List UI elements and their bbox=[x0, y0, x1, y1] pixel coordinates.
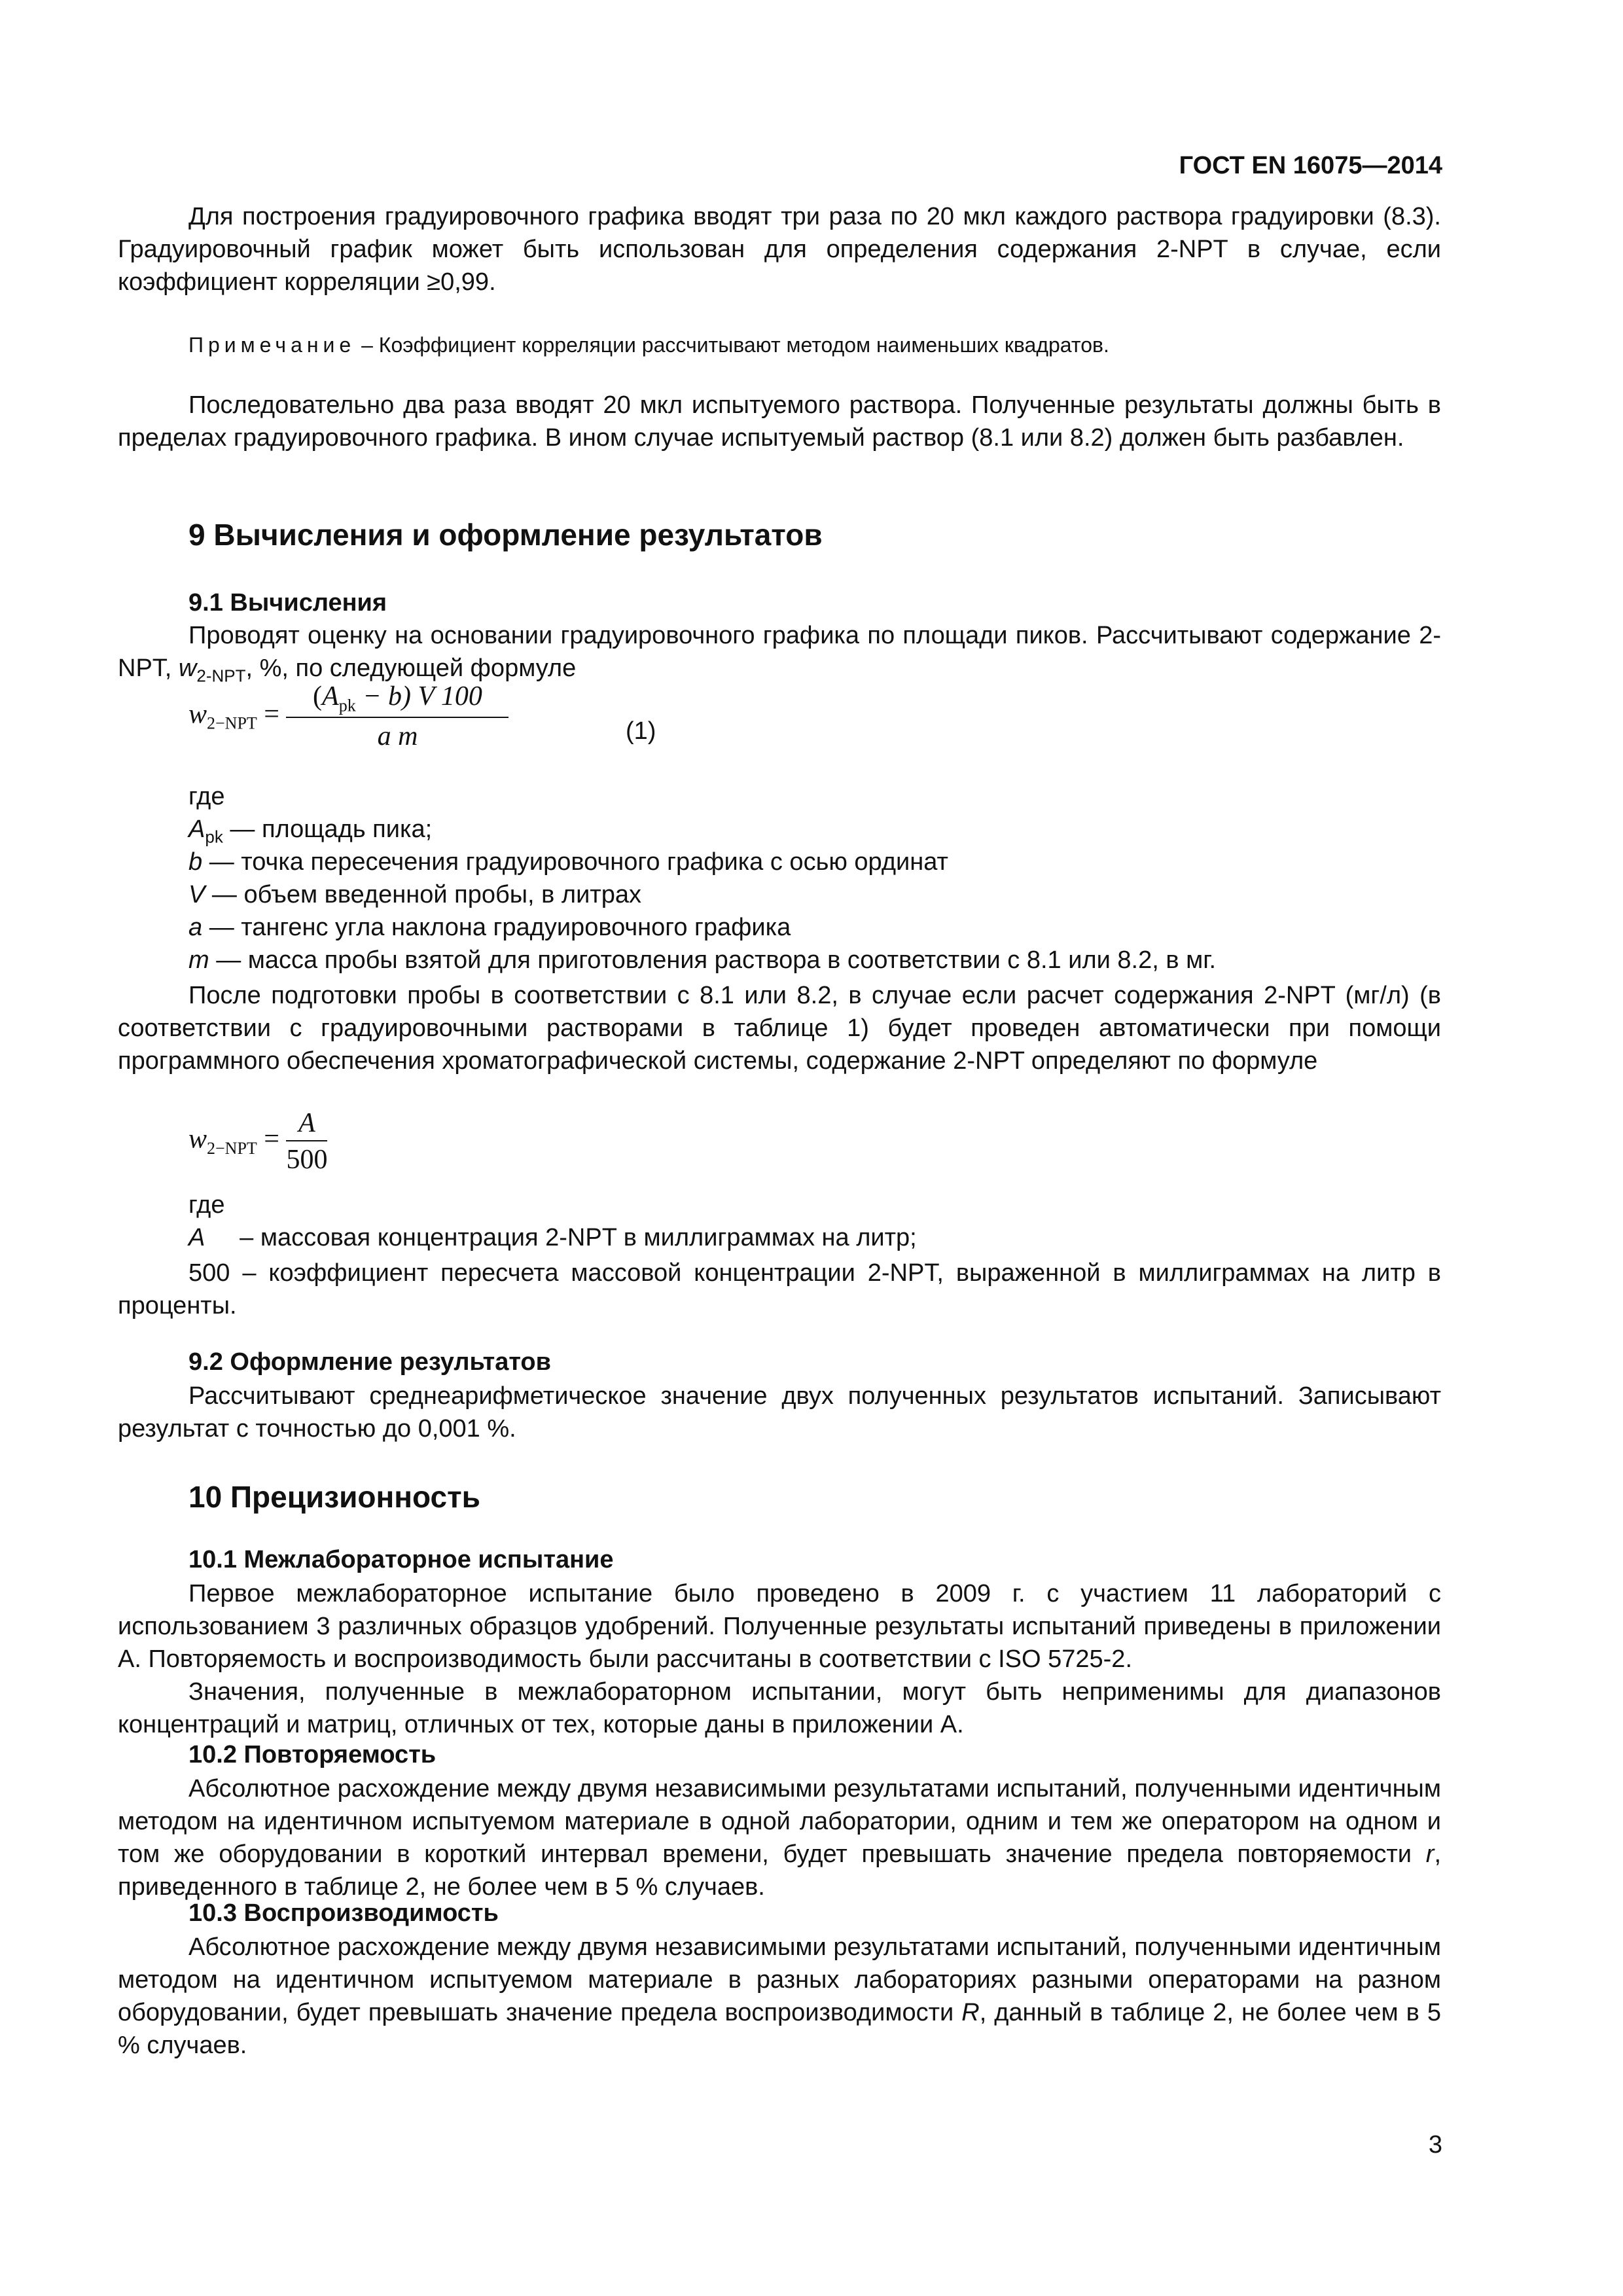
definition-a-concentration: A – массовая концентрация 2-NPT в миллиграммах на литр; bbox=[188, 1224, 917, 1251]
note bbox=[118, 331, 1441, 359]
definition-apk: $A_{pk}$ — площадь пика; bbox=[188, 816, 433, 847]
paragraph-10-3: Абсолютное расхождение между двумя независимыми результатами испытаний, полученными идентичным методом на идентичном испытуемом материале в разных лабораториях разными операторами на разном оборудовании, будет превышать значение предела воспроизводимости R, данный в таблице 2, не более чем в 5 % случаев. bbox=[118, 1933, 1442, 2059]
subsection-heading-10-2: 10.2 Повторяемость bbox=[188, 1741, 437, 1768]
paragraph-automatic-calculation: После подготовки пробы в соответствии с 8.1 или 8.2, в случае если расчет содержания 2-NPT (мг/л) (в соответствии с градуировочными растворами в таблице 1) будет проведен автоматически при помощи программного обеспечения хроматографической системы, содержание 2-NPT определяют по формуле bbox=[118, 982, 1441, 1075]
paragraph-10-1-b: Значения, полученные в межлабораторном испытании, могут быть неприменимы для диапазонов концентраций и матриц, отличных от тех, которые даны в приложении А. bbox=[118, 1678, 1441, 1738]
formula-1-numerator: $(A_{pk} - b)$ V 100 bbox=[286, 681, 508, 718]
paragraph-10-1-a: Первое межлабораторное испытание было проведено в 2009 г. с участием 11 лабораторий с использованием 3 различных образцов удобрений. Полученные результаты испытаний приведены в приложении А. Повторяемость и воспроизводимость были рассчитаны в соответствии с ISO 5725-2. bbox=[118, 1580, 1441, 1673]
document-header: ГОСТ EN 16075—2014 bbox=[1179, 152, 1442, 179]
formula-1-denominator: a m bbox=[377, 721, 418, 752]
subsection-heading-9-2: 9.2 Оформление результатов bbox=[188, 1348, 552, 1376]
section-heading-9: 9 Вычисления и оформление результатов bbox=[188, 518, 823, 552]
formula-1: $w_{2-NPT}$ = $\frac{(A_{pk} - b) V 100}{\text{a m}}$ bbox=[188, 681, 508, 752]
formula-1-number: (1) bbox=[626, 717, 656, 745]
paragraph-9-2: Рассчитывают среднеарифметическое значение двух полученных результатов испытаний. Записывают результат с точностью до 0,001 %. bbox=[118, 1382, 1441, 1443]
definition-v: V — объем введенной пробы, в литрах bbox=[188, 881, 641, 908]
subsection-heading-10-3: 10.3 Воспроизводимость bbox=[188, 1899, 499, 1927]
definition-a: a — тангенс угла наклона градуировочного графика bbox=[188, 914, 791, 941]
page-number: 3 bbox=[1428, 2131, 1442, 2159]
paragraph-10-2: Абсолютное расхождение между двумя независимыми результатами испытаний, полученными идентичным методом на идентичном испытуемом материале в одной лаборатории, одним и тем же оператором на одном и том же оборудовании в короткий интервал времени, будет превышать значение предела повторяемости r, приведенного в таблице 2, не более чем в 5 % случаев. bbox=[118, 1775, 1441, 1901]
paragraph-sequential-injection: Последовательно два раза вводят 20 мкл испытуемого раствора. Полученные результаты должны быть в пределах градуировочного графика. В ином случае испытуемый раствор (8.1 или 8.2) должен быть разбавлен. bbox=[118, 391, 1441, 452]
formula-1-fraction bbox=[286, 681, 508, 752]
where-label-1: где bbox=[188, 783, 225, 810]
subsection-heading-9-1: 9.1 Вычисления bbox=[188, 589, 387, 617]
paragraph-calibration-graph: Для построения градуировочного графика вводят три раза по 20 мкл каждого раствора градуировки (8.3). Градуировочный график может быть использован для определения содержания 2-NPT в случае, если коэффициент корреляции ≥0,99. bbox=[118, 203, 1441, 296]
note-label: Примечание bbox=[188, 333, 356, 357]
definition-m: m — масса пробы взятой для приготовления раствора в соответствии с 8.1 или 8.2, в мг. bbox=[188, 946, 1217, 974]
note-text: – Коэффициент корреляции рассчитывают методом наименьших квадратов. bbox=[355, 333, 1109, 357]
where-label-2: где bbox=[188, 1191, 225, 1219]
paragraph-9-1: Проводят оценку на основании градуировочного графика по площади пиков. Рассчитывают содержание 2-NPT, $w_{2-NPT}$, %, по следующей формуле bbox=[118, 622, 1441, 686]
section-heading-10: 10 Прецизионность bbox=[188, 1480, 480, 1514]
subsection-heading-10-1: 10.1 Межлабораторное испытание bbox=[188, 1546, 614, 1573]
definition-b: b — точка пересечения градуировочного графика с осью ординат bbox=[188, 848, 948, 876]
formula-2: $w_{2-NPT}$ = $\frac{A}{500}$ bbox=[188, 1108, 328, 1175]
definition-500: 500 – коэффициент пересчета массовой концентрации 2-NPT, выраженной в миллиграммах на литр в проценты. bbox=[118, 1259, 1441, 1319]
formula-2-fraction: $\frac{A}{500}$ bbox=[286, 1108, 328, 1175]
